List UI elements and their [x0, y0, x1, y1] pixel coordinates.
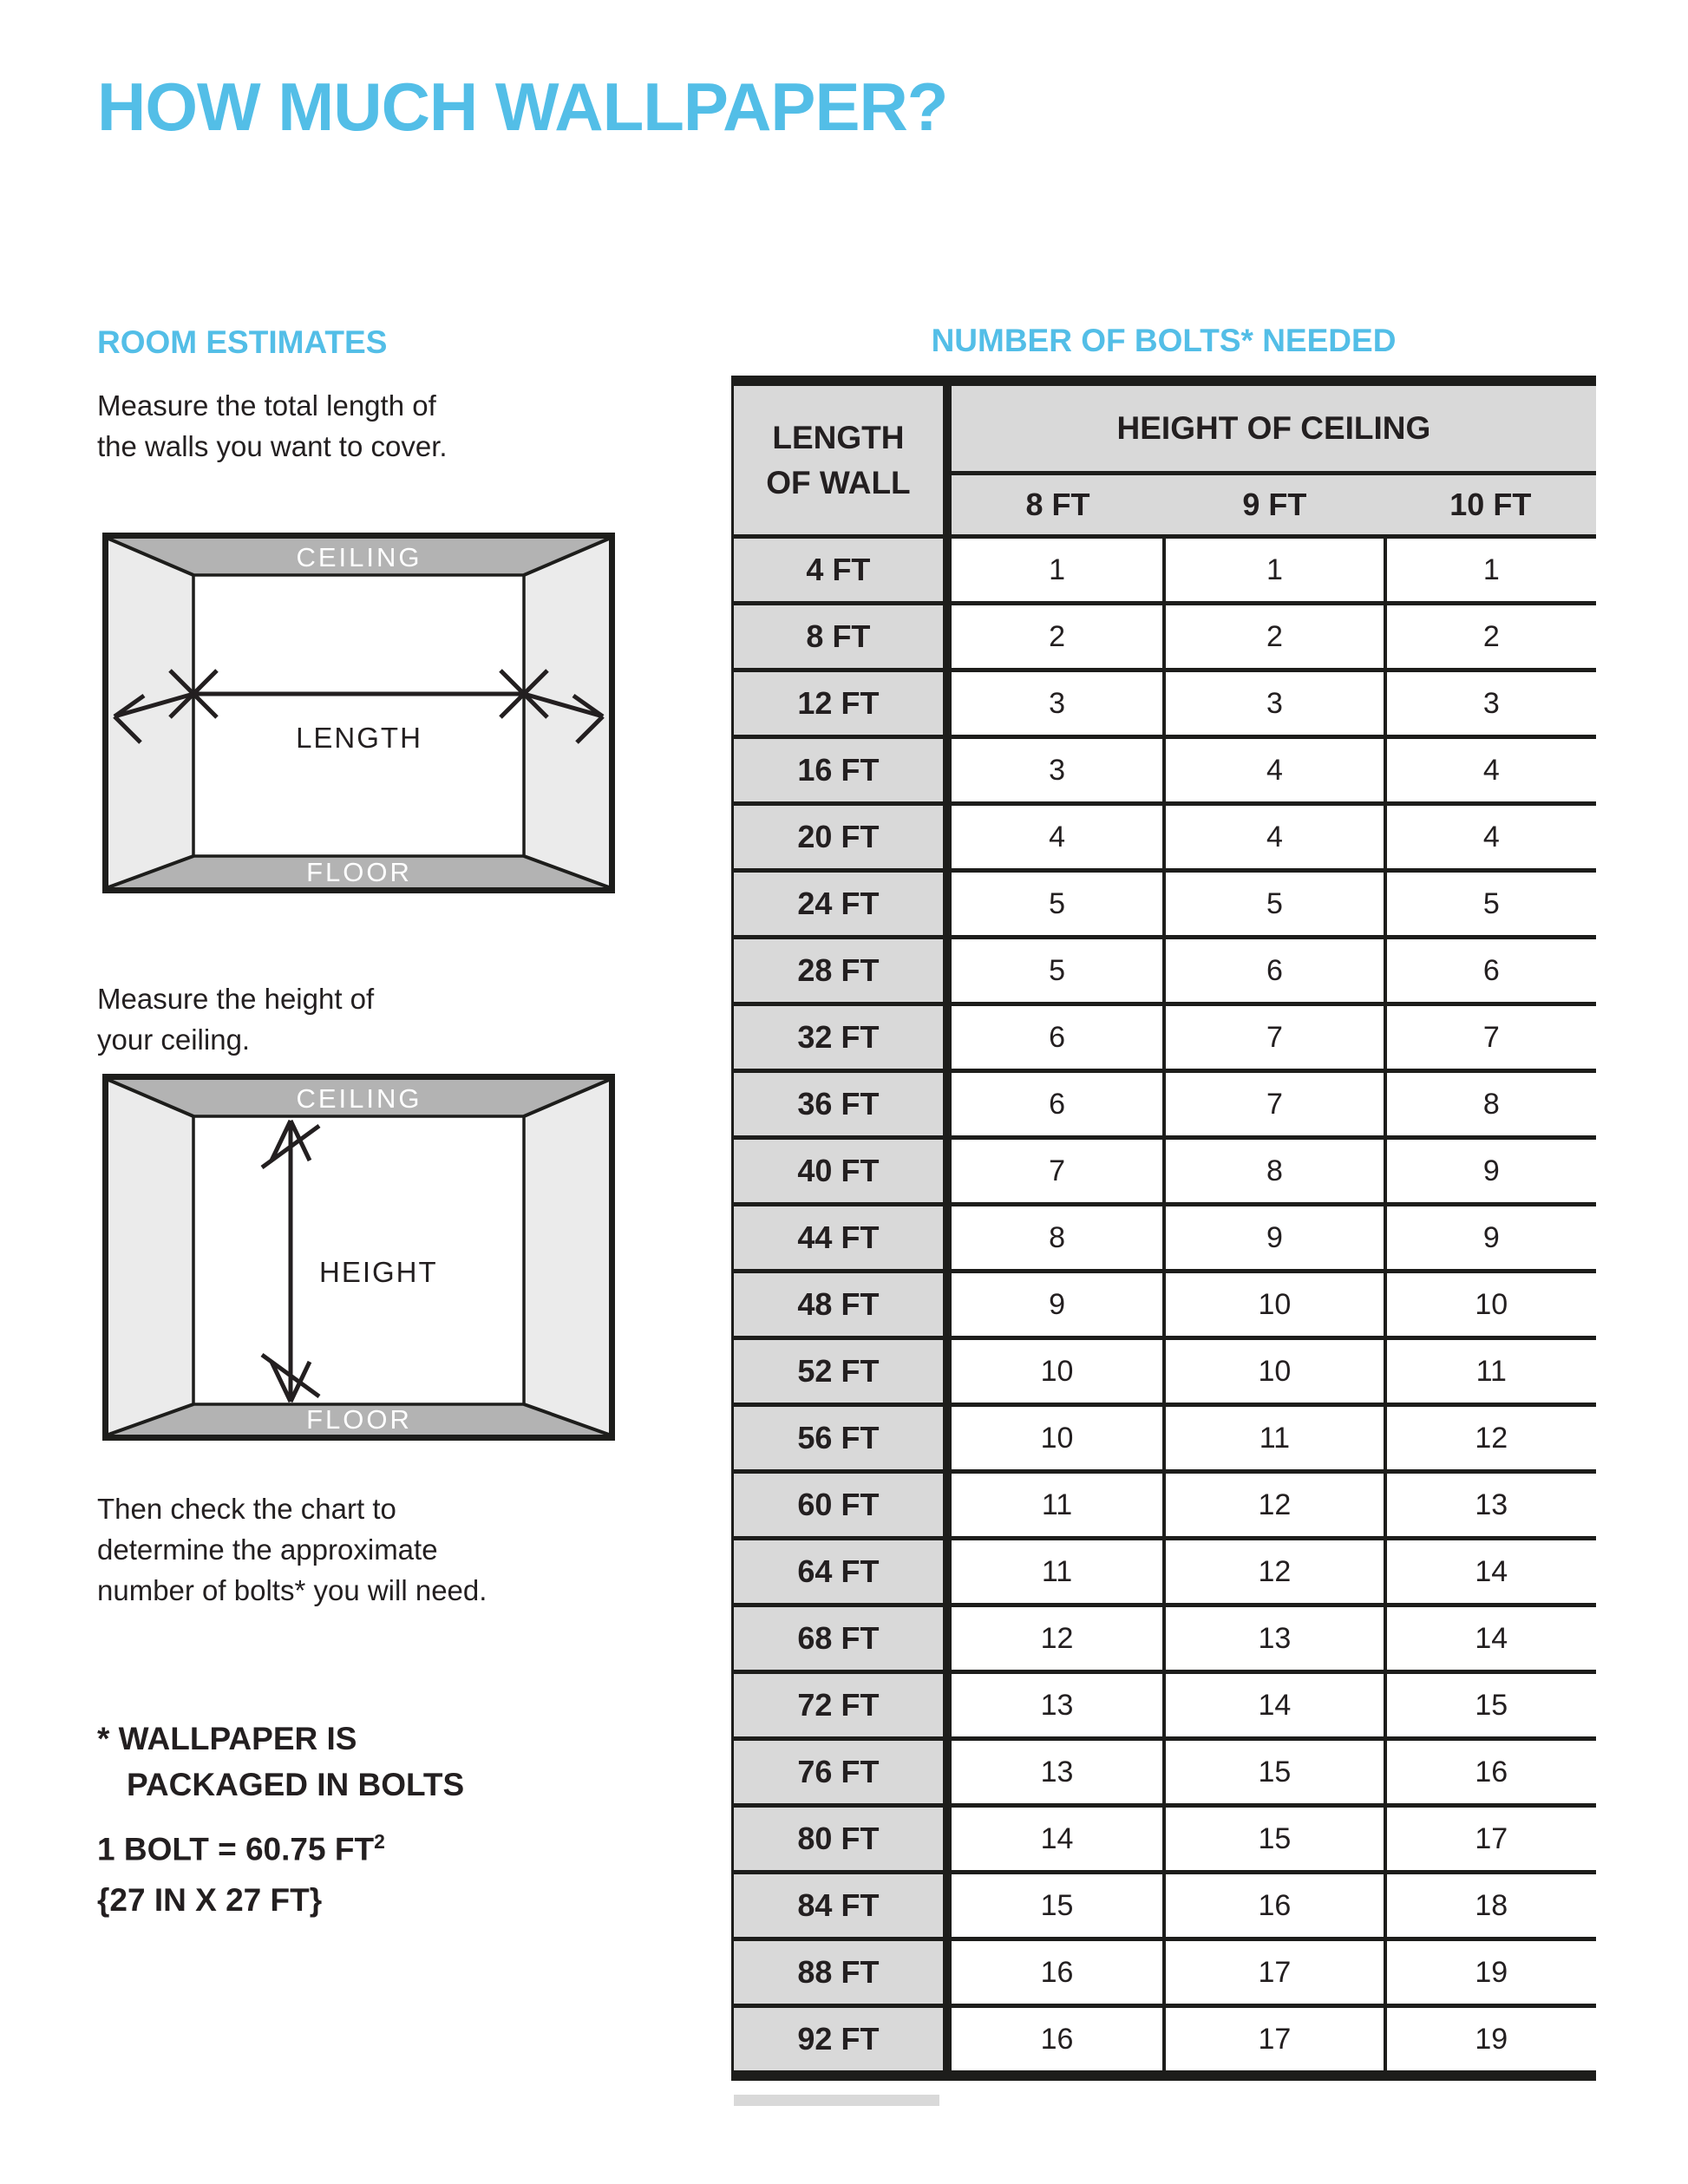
bolts-value-cell: 6 — [1164, 938, 1384, 1004]
bolts-value-cell: 7 — [1164, 1004, 1384, 1071]
bolts-needed-heading: NUMBER OF BOLTS* NEEDED — [931, 323, 1397, 358]
length-of-wall-header-line: LENGTH — [772, 419, 905, 455]
bolts-value-cell: 3 — [1164, 670, 1384, 737]
table-row — [733, 1138, 1597, 1205]
length-of-wall-cell: 72 FT — [733, 1672, 947, 1739]
bolt-equation-text: 1 BOLT = 60.75 FT — [97, 1831, 375, 1867]
table-left-column-stub — [734, 2095, 939, 2106]
length-of-wall-cell: 80 FT — [733, 1806, 947, 1873]
bolts-value-cell: 18 — [1385, 1873, 1596, 1939]
length-of-wall-cell: 12 FT — [733, 670, 947, 737]
table-row — [733, 537, 1597, 604]
bolts-value-cell: 7 — [1385, 1004, 1596, 1071]
table-row — [733, 1004, 1597, 1071]
bolts-value-cell: 3 — [1385, 670, 1596, 737]
bolts-value-cell: 11 — [947, 1539, 1164, 1605]
bolts-value-cell: 10 — [1385, 1272, 1596, 1338]
instruction-check-chart — [97, 1488, 487, 1611]
bolts-value-cell: 17 — [1164, 1939, 1384, 2006]
bolts-value-cell: 5 — [1164, 871, 1384, 938]
length-of-wall-cell: 84 FT — [733, 1873, 947, 1939]
bolts-value-cell: 4 — [1164, 804, 1384, 871]
left-wall — [108, 1080, 193, 1435]
table-row — [733, 1806, 1597, 1873]
bolts-value-cell: 10 — [947, 1405, 1164, 1472]
table-row — [733, 1939, 1597, 2006]
bolts-value-cell: 8 — [1385, 1071, 1596, 1138]
bolts-value-cell: 8 — [1164, 1138, 1384, 1205]
floor-label: FLOOR — [306, 857, 412, 887]
length-of-wall-cell: 24 FT — [733, 871, 947, 938]
length-label: LENGTH — [296, 722, 422, 754]
bolts-value-cell: 13 — [947, 1672, 1164, 1739]
table-row — [733, 604, 1597, 670]
bolts-value-cell: 1 — [1164, 537, 1384, 604]
bolts-value-cell: 13 — [1164, 1605, 1384, 1672]
instruction-line: Then check the chart to — [97, 1493, 396, 1525]
bolts-value-cell: 15 — [1385, 1672, 1596, 1739]
bolts-footnote — [97, 1716, 464, 1808]
bolts-value-cell: 9 — [947, 1272, 1164, 1338]
bolts-value-cell: 2 — [947, 604, 1164, 670]
bolt-equation — [97, 1830, 385, 1867]
table-row — [733, 804, 1597, 871]
table-row — [733, 871, 1597, 938]
bolts-value-cell: 10 — [1164, 1338, 1384, 1405]
room-estimates-heading: ROOM ESTIMATES — [97, 324, 388, 360]
length-of-wall-header — [733, 381, 947, 537]
table-row — [733, 1405, 1597, 1472]
table-row — [733, 1205, 1597, 1272]
bolts-value-cell: 17 — [1385, 1806, 1596, 1873]
table-row — [733, 938, 1597, 1004]
bolts-value-cell: 6 — [947, 1004, 1164, 1071]
length-of-wall-header-line: OF WALL — [766, 464, 911, 500]
table-row — [733, 1071, 1597, 1138]
length-of-wall-cell: 92 FT — [733, 2006, 947, 2076]
length-of-wall-cell: 28 FT — [733, 938, 947, 1004]
length-of-wall-cell: 44 FT — [733, 1205, 947, 1272]
table-row — [733, 670, 1597, 737]
bolts-table-body — [733, 537, 1597, 2076]
bolts-value-cell: 3 — [947, 737, 1164, 804]
bolts-value-cell: 7 — [1164, 1071, 1384, 1138]
bolts-value-cell: 5 — [947, 938, 1164, 1004]
length-of-wall-cell: 4 FT — [733, 537, 947, 604]
bolts-value-cell: 3 — [947, 670, 1164, 737]
bolts-value-cell: 12 — [1164, 1539, 1384, 1605]
table-row — [733, 1672, 1597, 1739]
length-of-wall-cell: 20 FT — [733, 804, 947, 871]
bolts-value-cell: 11 — [1164, 1405, 1384, 1472]
length-of-wall-cell: 8 FT — [733, 604, 947, 670]
bolts-value-cell: 16 — [1164, 1873, 1384, 1939]
length-of-wall-cell: 56 FT — [733, 1405, 947, 1472]
instruction-line: number of bolts* you will need. — [97, 1574, 487, 1606]
length-of-wall-cell: 48 FT — [733, 1272, 947, 1338]
instruction-measure-length — [97, 385, 448, 467]
bolts-value-cell: 2 — [1385, 604, 1596, 670]
bolts-value-cell: 2 — [1164, 604, 1384, 670]
bolts-value-cell: 11 — [1385, 1338, 1596, 1405]
height-diagram — [102, 1074, 615, 1441]
bolts-value-cell: 5 — [947, 871, 1164, 938]
instruction-line: your ceiling. — [97, 1023, 251, 1056]
table-row — [733, 1272, 1597, 1338]
bolts-value-cell: 11 — [947, 1472, 1164, 1539]
instruction-measure-height — [97, 978, 374, 1060]
bolts-value-cell: 17 — [1164, 2006, 1384, 2076]
instruction-line: Measure the total length of — [97, 389, 436, 422]
bolts-value-cell: 16 — [947, 1939, 1164, 2006]
bolts-value-cell: 16 — [947, 2006, 1164, 2076]
length-of-wall-cell: 88 FT — [733, 1939, 947, 2006]
ceiling-label: CEILING — [296, 542, 422, 572]
footnote-line: * WALLPAPER IS — [97, 1721, 357, 1756]
bolts-value-cell: 19 — [1385, 1939, 1596, 2006]
length-of-wall-cell: 64 FT — [733, 1539, 947, 1605]
table-row — [733, 737, 1597, 804]
length-of-wall-cell: 68 FT — [733, 1605, 947, 1672]
bolts-value-cell: 9 — [1164, 1205, 1384, 1272]
bolts-value-cell: 14 — [1385, 1539, 1596, 1605]
bolts-value-cell: 12 — [947, 1605, 1164, 1672]
back-wall — [193, 575, 524, 856]
height-label: HEIGHT — [319, 1256, 438, 1288]
ceiling-label: CEILING — [296, 1083, 422, 1114]
bolts-value-cell: 1 — [1385, 537, 1596, 604]
column-header-9ft: 9 FT — [1164, 474, 1384, 537]
bolts-value-cell: 6 — [947, 1071, 1164, 1138]
table-row — [733, 1739, 1597, 1806]
bolts-value-cell: 14 — [1164, 1672, 1384, 1739]
bolts-value-cell: 19 — [1385, 2006, 1596, 2076]
table-row — [733, 2006, 1597, 2076]
page-title: HOW MUCH WALLPAPER? — [97, 69, 948, 145]
table-row — [733, 1605, 1597, 1672]
length-of-wall-cell: 40 FT — [733, 1138, 947, 1205]
right-wall — [524, 1080, 609, 1435]
bolts-value-cell: 14 — [947, 1806, 1164, 1873]
length-diagram — [102, 533, 615, 893]
table-row — [733, 1873, 1597, 1939]
instruction-line: Measure the height of — [97, 983, 375, 1015]
bolts-table — [731, 376, 1596, 2081]
bolts-value-cell: 4 — [1385, 737, 1596, 804]
bolts-value-cell: 7 — [947, 1138, 1164, 1205]
table-row — [733, 1472, 1597, 1539]
bolts-value-cell: 16 — [1385, 1739, 1596, 1806]
bolts-value-cell: 12 — [1164, 1472, 1384, 1539]
instruction-line: determine the approximate — [97, 1533, 438, 1566]
bolts-table-header — [733, 381, 1597, 537]
footnote-line: PACKAGED IN BOLTS — [127, 1767, 465, 1802]
bolts-value-cell: 15 — [1164, 1806, 1384, 1873]
bolts-value-cell: 4 — [947, 804, 1164, 871]
bolts-value-cell: 4 — [1385, 804, 1596, 871]
length-of-wall-cell: 36 FT — [733, 1071, 947, 1138]
bolts-value-cell: 13 — [1385, 1472, 1596, 1539]
instruction-line: the walls you want to cover. — [97, 430, 448, 462]
bolts-value-cell: 6 — [1385, 938, 1596, 1004]
length-of-wall-cell: 16 FT — [733, 737, 947, 804]
height-of-ceiling-header: HEIGHT OF CEILING — [947, 381, 1596, 474]
column-header-8ft: 8 FT — [947, 474, 1164, 537]
bolts-value-cell: 15 — [1164, 1739, 1384, 1806]
bolts-value-cell: 4 — [1164, 737, 1384, 804]
bolts-value-cell: 14 — [1385, 1605, 1596, 1672]
bolts-value-cell: 12 — [1385, 1405, 1596, 1472]
length-of-wall-cell: 60 FT — [733, 1472, 947, 1539]
length-of-wall-cell: 32 FT — [733, 1004, 947, 1071]
bolts-value-cell: 1 — [947, 537, 1164, 604]
bolts-value-cell: 13 — [947, 1739, 1164, 1806]
bolts-value-cell: 15 — [947, 1873, 1164, 1939]
bolts-value-cell: 10 — [947, 1338, 1164, 1405]
bolts-value-cell: 8 — [947, 1205, 1164, 1272]
table-row — [733, 1338, 1597, 1405]
bolts-value-cell: 5 — [1385, 871, 1596, 938]
length-of-wall-cell: 52 FT — [733, 1338, 947, 1405]
length-of-wall-cell: 76 FT — [733, 1739, 947, 1806]
table-row — [733, 1539, 1597, 1605]
bolt-dimensions: {27 IN X 27 FT} — [97, 1882, 323, 1918]
floor-label: FLOOR — [306, 1404, 412, 1435]
bolts-value-cell: 10 — [1164, 1272, 1384, 1338]
bolt-equation-superscript: 2 — [374, 1830, 385, 1853]
bolts-value-cell: 9 — [1385, 1138, 1596, 1205]
bolts-value-cell: 9 — [1385, 1205, 1596, 1272]
column-header-10ft: 10 FT — [1385, 474, 1596, 537]
